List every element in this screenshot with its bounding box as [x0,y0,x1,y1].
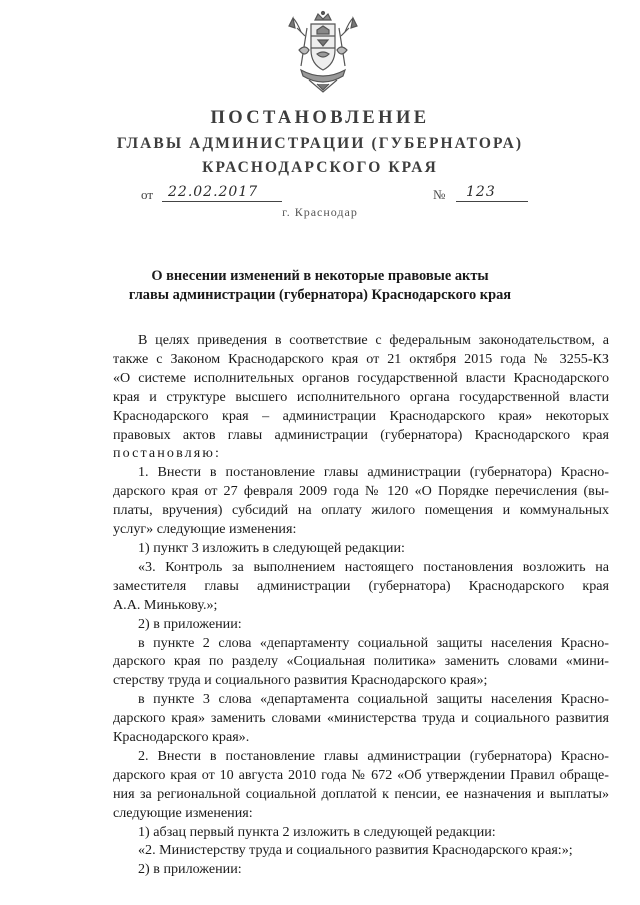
body-line: в пункте 3 слова «департамента социальной защиты населения Красно- [138,691,609,708]
body-line: в пункте 2 слова «департаменту социальной защиты населения Красно- [138,634,609,651]
body-line: края и структуре высшего исполнительного органа государственной власти [113,388,609,405]
body-line: услуг» следующие изменения: [113,521,297,538]
body-line: 2) в приложении: [138,861,242,878]
body-line: «О системе исполнительных органов государственной власти Краснодарского [113,369,609,386]
body-line: дарского края от 10 августа 2010 года № 672 «Об утверждении Правил обраще- [113,766,609,783]
body-line: Краснодарского края». [113,729,250,746]
date-prefix: от [141,187,154,202]
date-value: 22.02.2017 [168,184,259,200]
document-type-heading: ПОСТАНОВЛЕНИЕ [210,108,430,128]
body-line: 1. Внести в постановление главы администрации (губернатора) Красно- [138,464,609,481]
body-line: «3. Контроль за выполнением настоящего постановления возложить на [138,558,609,575]
body-line: платы, вручения) субсидий на оплату жилого помещения и коммунальных [113,502,609,519]
body-line: Краснодарского края – администрации Краснодарского края» некоторых [113,407,609,424]
region-heading: КРАСНОДАРСКОГО КРАЯ [202,159,438,176]
body-line: 1) пункт 3 изложить в следующей редакции: [138,539,405,556]
body-line: постановляю: [113,445,222,462]
body-line: правовых актов главы администрации (губернатора) Краснодарского края [113,426,609,443]
title-line: главы администрации (губернатора) Краснодарского края [128,287,512,303]
body-line: 2. Внести в постановление главы администрации (губернатора) Красно- [138,747,609,764]
body-line: ния за региональной социальной доплатой к пенсии, ее назначения и выплаты» [113,785,609,802]
document-body [113,331,609,879]
body-line: В целях приведения в соответствие с федеральным законодательством, а [138,332,609,348]
body-line: 1) абзац первый пункта 2 изложить в следующей редакции: [138,823,496,840]
body-line: дарского края по разделу «Социальная политика» заменить словами «мини- [113,653,609,670]
number-value: 123 [466,184,496,200]
issuing-authority-heading: ГЛАВЫ АДМИНИСТРАЦИИ (ГУБЕРНАТОРА) [116,135,524,152]
body-line: заместителя главы администрации (губернатора) Краснодарского края [113,577,609,594]
date-underline [162,201,282,202]
body-line: 2) в приложении: [138,615,242,632]
document-title [0,267,640,305]
body-line: дарского края от 27 февраля 2009 года № 120 «О Порядке перечисления (вы- [113,483,609,500]
city-label: г. Краснодар [282,205,358,219]
body-line: дарского края» заменить словами «министерства труда и социального развития [113,710,609,727]
body-line: «2. Министерству труда и социального развития Краснодарского края:»; [138,842,573,859]
number-prefix: № [433,187,446,202]
body-line: следующие изменения: [113,804,253,821]
number-underline [456,201,528,202]
coat-of-arms-emblem-icon [287,10,359,94]
body-line: также с Законом Краснодарского края от 21 октября 2015 года № 3255-КЗ [113,350,609,367]
body-line: стерству труда и социального развития Краснодарского края»; [113,672,488,689]
title-line: О внесении изменений в некоторые правовые акты [151,268,489,284]
body-line: А.А. Минькову.»; [113,596,218,613]
